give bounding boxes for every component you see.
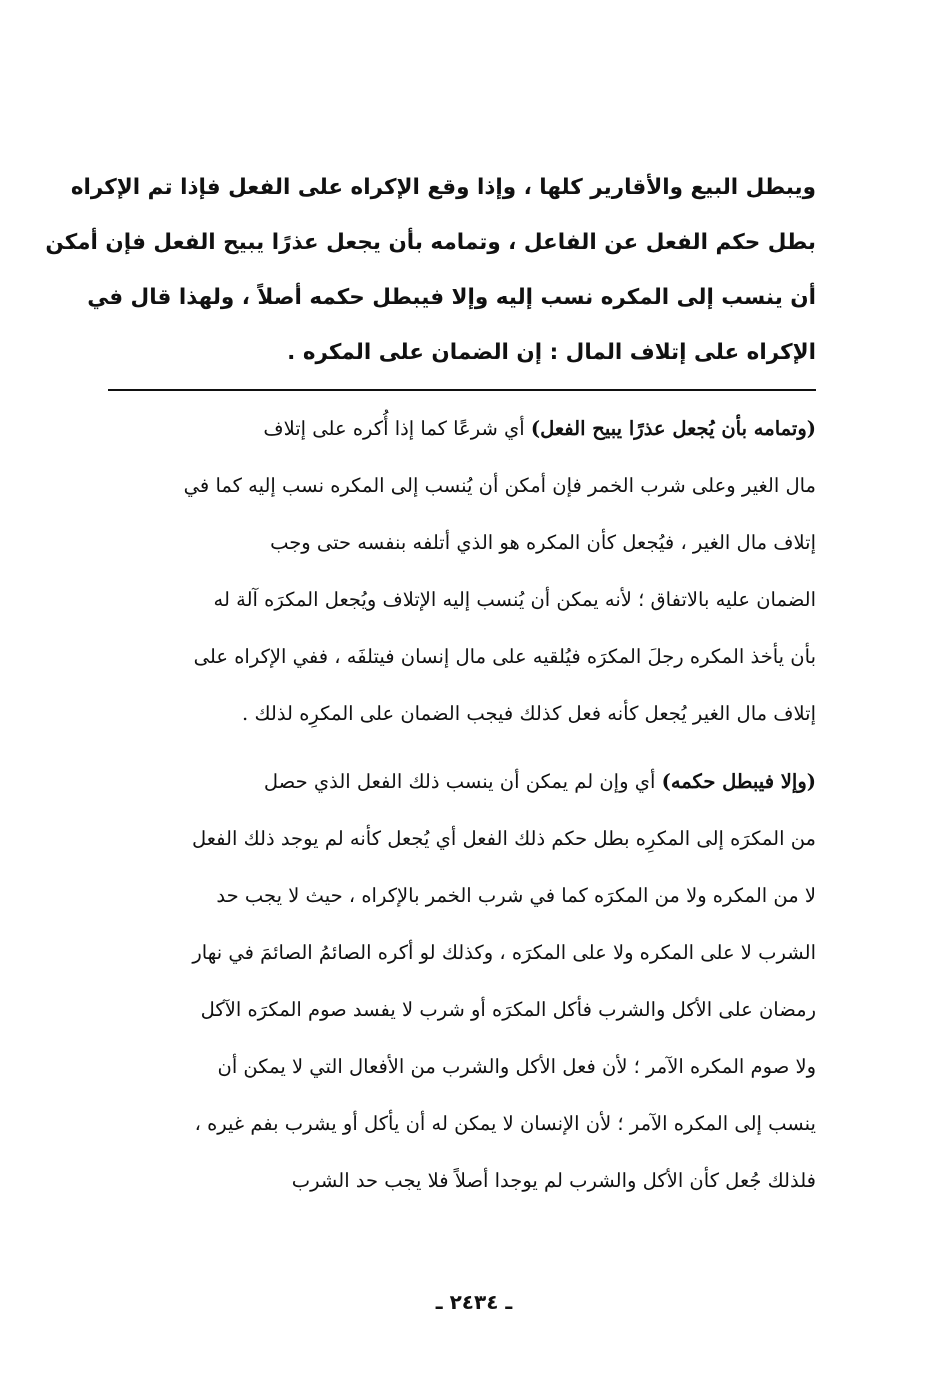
commentary-line: الشرب لا على المكره ولا على المكرَه ، وكذلك لو أكره الصائمُ الصائمَ في نهار xyxy=(192,941,816,964)
commentary-line xyxy=(100,400,816,457)
main-text xyxy=(45,160,816,380)
commentary-line: لا من المكره ولا من المكرَه كما في شرب الخمر بالإكراه ، حيث لا يجب حد xyxy=(216,884,816,907)
commentary-lemma: (وإلا فيبطل حكمه) xyxy=(661,770,816,793)
commentary-line: ولا صوم المكره الآمر ؛ لأن فعل الأكل والشرب من الأفعال التي لا يمكن أن xyxy=(217,1055,816,1078)
main-text-line: الإكراه على إتلاف المال : إن الضمان على المكره . xyxy=(287,340,816,365)
main-text-line: بطل حكم الفعل عن الفاعل ، وتمامه بأن يجعل عذرًا يبيح الفعل فإن أمكن xyxy=(45,230,816,255)
paragraph-gap xyxy=(100,742,816,753)
commentary xyxy=(100,400,816,1209)
commentary-line: مال الغير وعلى شرب الخمر فإن أمكن أن يُنسب إلى المكره نسب إليه كما في xyxy=(183,474,816,497)
main-text-line: ويبطل البيع والأقارير كلها ، وإذا وقع الإكراه على الفعل فإذا تم الإكراه xyxy=(70,175,816,200)
commentary-line: إتلاف مال الغير ، فيُجعل كأن المكره هو الذي أتلفه بنفسه حتى وجب xyxy=(270,531,816,554)
commentary-lemma: (وتمامه بأن يُجعل عذرًا يبيح الفعل) xyxy=(530,417,816,440)
commentary-line: رمضان على الأكل والشرب فأكل المكرَه أو شرب لا يفسد صوم المكرَه الآكل xyxy=(200,998,816,1021)
page-number: ـ ٢٤٣٤ ـ xyxy=(435,1290,513,1314)
commentary-line: من المكرَه إلى المكرِه بطل حكم ذلك الفعل أي يُجعل كأنه لم يوجد ذلك الفعل xyxy=(191,827,816,850)
commentary-text: أي شرعًا كما إذا أُكره على إتلاف xyxy=(263,417,525,440)
divider-rule xyxy=(108,389,816,391)
commentary-line xyxy=(100,753,816,810)
commentary-text: أي وإن لم يمكن أن ينسب ذلك الفعل الذي حصل xyxy=(263,770,656,793)
commentary-line: فلذلك جُعل كأن الأكل والشرب لم يوجدا أصلاً فلا يجب حد الشرب xyxy=(291,1169,816,1192)
main-text-line: أن ينسب إلى المكره نسب إليه وإلا فيبطل حكمه أصلاً ، ولهذا قال في xyxy=(87,285,816,310)
commentary-line: ينسب إلى المكره الآمر ؛ لأن الإنسان لا يمكن له أن يأكل أو يشرب بفم غيره ، xyxy=(194,1112,816,1135)
commentary-line: بأن يأخذ المكره رجلَ المكرَه فيُلقيه على مال إنسان فيتلفَه ، ففي الإكراه على xyxy=(193,645,816,668)
commentary-line: إتلاف مال الغير يُجعل كأنه فعل كذلك فيجب الضمان على المكرِه لذلك . xyxy=(242,702,816,725)
commentary-line: الضمان عليه بالاتفاق ؛ لأنه يمكن أن يُنسب إليه الإتلاف ويُجعل المكرَه آلة له xyxy=(213,588,816,611)
